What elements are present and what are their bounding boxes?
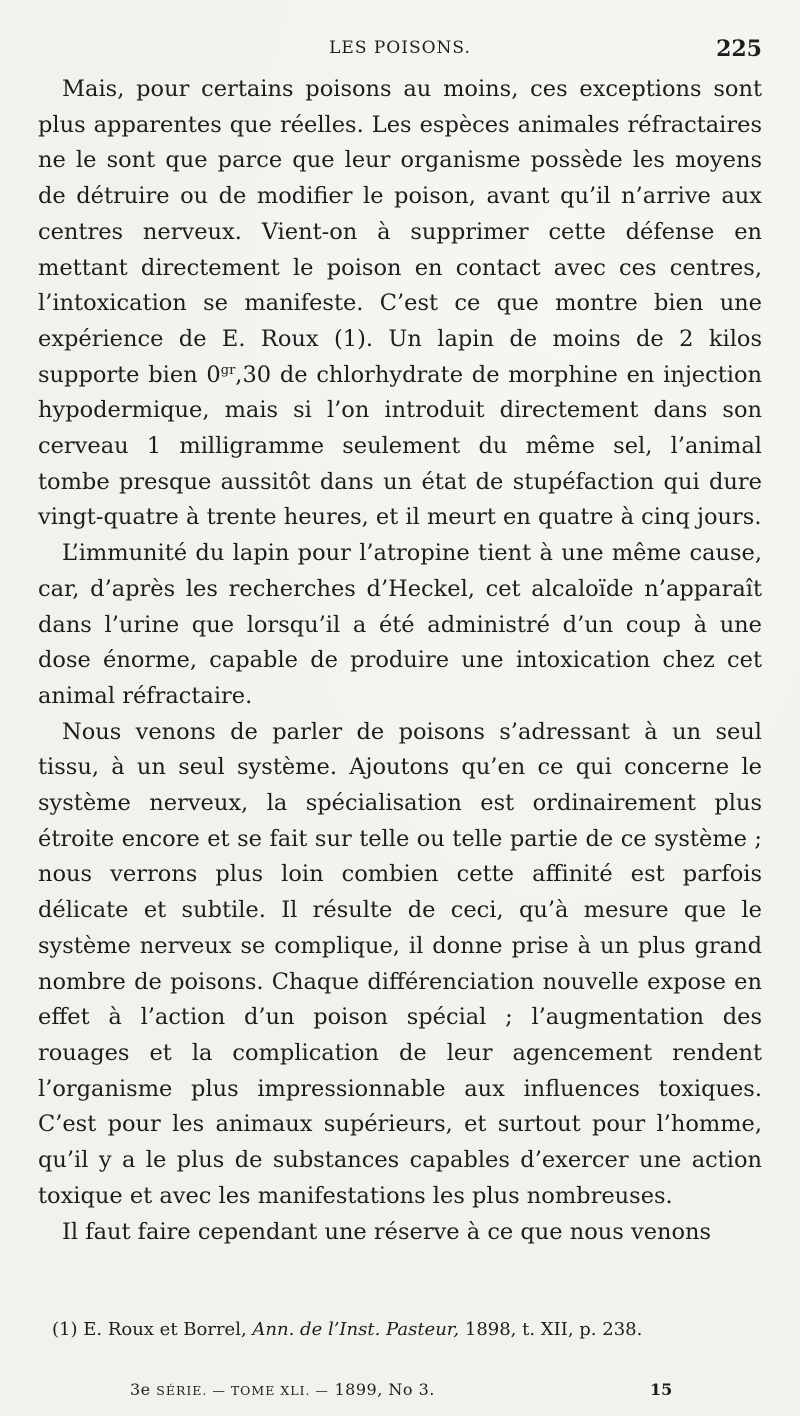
footnote-journal: Ann. de l’Inst. Pasteur, [252,1319,460,1340]
series-prefix: 3e [130,1380,151,1399]
paragraph-2: L’immunité du lapin pour l’atropine tient à une même cause, car, d’après les recherches d’Heckel, cet alcaloïde n’apparaît dans l’urine que lorsqu’il a été administré d’un coup à une dose énorme, capable de produire une intoxication chez cet animal réfractaire. [38,540,762,709]
running-title: LES POISONS. [329,38,471,58]
series-info [130,1380,435,1399]
footnote-author: E. Roux et Borrel, [83,1319,247,1340]
paragraph-4: Il faut faire cependant une réserve à ce que nous venons [62,1218,712,1245]
year-issue: 1899, No 3. [334,1380,435,1399]
page-header [0,34,800,64]
paragraph-1-text: Mais, pour certains poisons au moins, ces exceptions sont plus apparentes que réelles. Les espèces animales réfractaires ne le sont que parce que leur organisme possède les moyens de détruire ou de modifier le poison, avant qu’il n’arrive aux centres nerveux. Vient-on à supprimer cette défense en mettant directement le poison en contact avec ces centres, l’intoxication se manifeste. C’est ce que montre bien une expérience de E. Roux (1). Un lapin de moins de 2 kilos supporte bien 0 [38,76,762,388]
paragraph-1 [38,72,762,536]
footnote [52,1318,772,1342]
page-footer [0,1380,800,1404]
footnote-details: 1898, t. XII, p. 238. [464,1319,643,1340]
paragraph-3: Nous venons de parler de poisons s’adressant à un seul tissu, à un seul système. Ajoutons qu’en ce qui concerne le système nerveux, la spécialisation est ordinairement plus étroite encore et se fait sur telle ou telle partie de ce système ; nous verrons plus loin combien cette affinité est parfois délicate et subtile. Il résulte de ceci, qu’à mesure que le système nerveux se complique, il donne prise à un plus grand nombre de poisons. Chaque différenciation nouvelle expose en effet à l’action d’un poison spécial ; l’augmentation des rouages et la complication de leur agencement rendent l’organisme plus impressionnable aux influences toxiques. C’est pour les animaux supérieurs, et surtout pour l’homme, qu’il y a le plus de substances capables d’exercer une action toxique et avec les manifestations les plus nombreuses. [38,718,762,1209]
footnote-marker: (1) [52,1319,78,1340]
body-text [38,72,762,1250]
page-number: 225 [716,36,762,62]
paragraph-1-text-after: ,30 de chlorhydrate de morphine en injection hypodermique, mais si l’on introduit directement dans son cerveau 1 milligramme seulement du même sel, l’animal tombe presque aussitôt dans un état de stupéfaction qui dure vingt-quatre à trente heures, et il meurt en quatre à cinq jours. [38,361,762,531]
unit-gram: gr [220,362,236,378]
series-label: SÉRIE. — TOME XLI. — [156,1383,329,1398]
signature-mark: 15 [650,1380,673,1399]
